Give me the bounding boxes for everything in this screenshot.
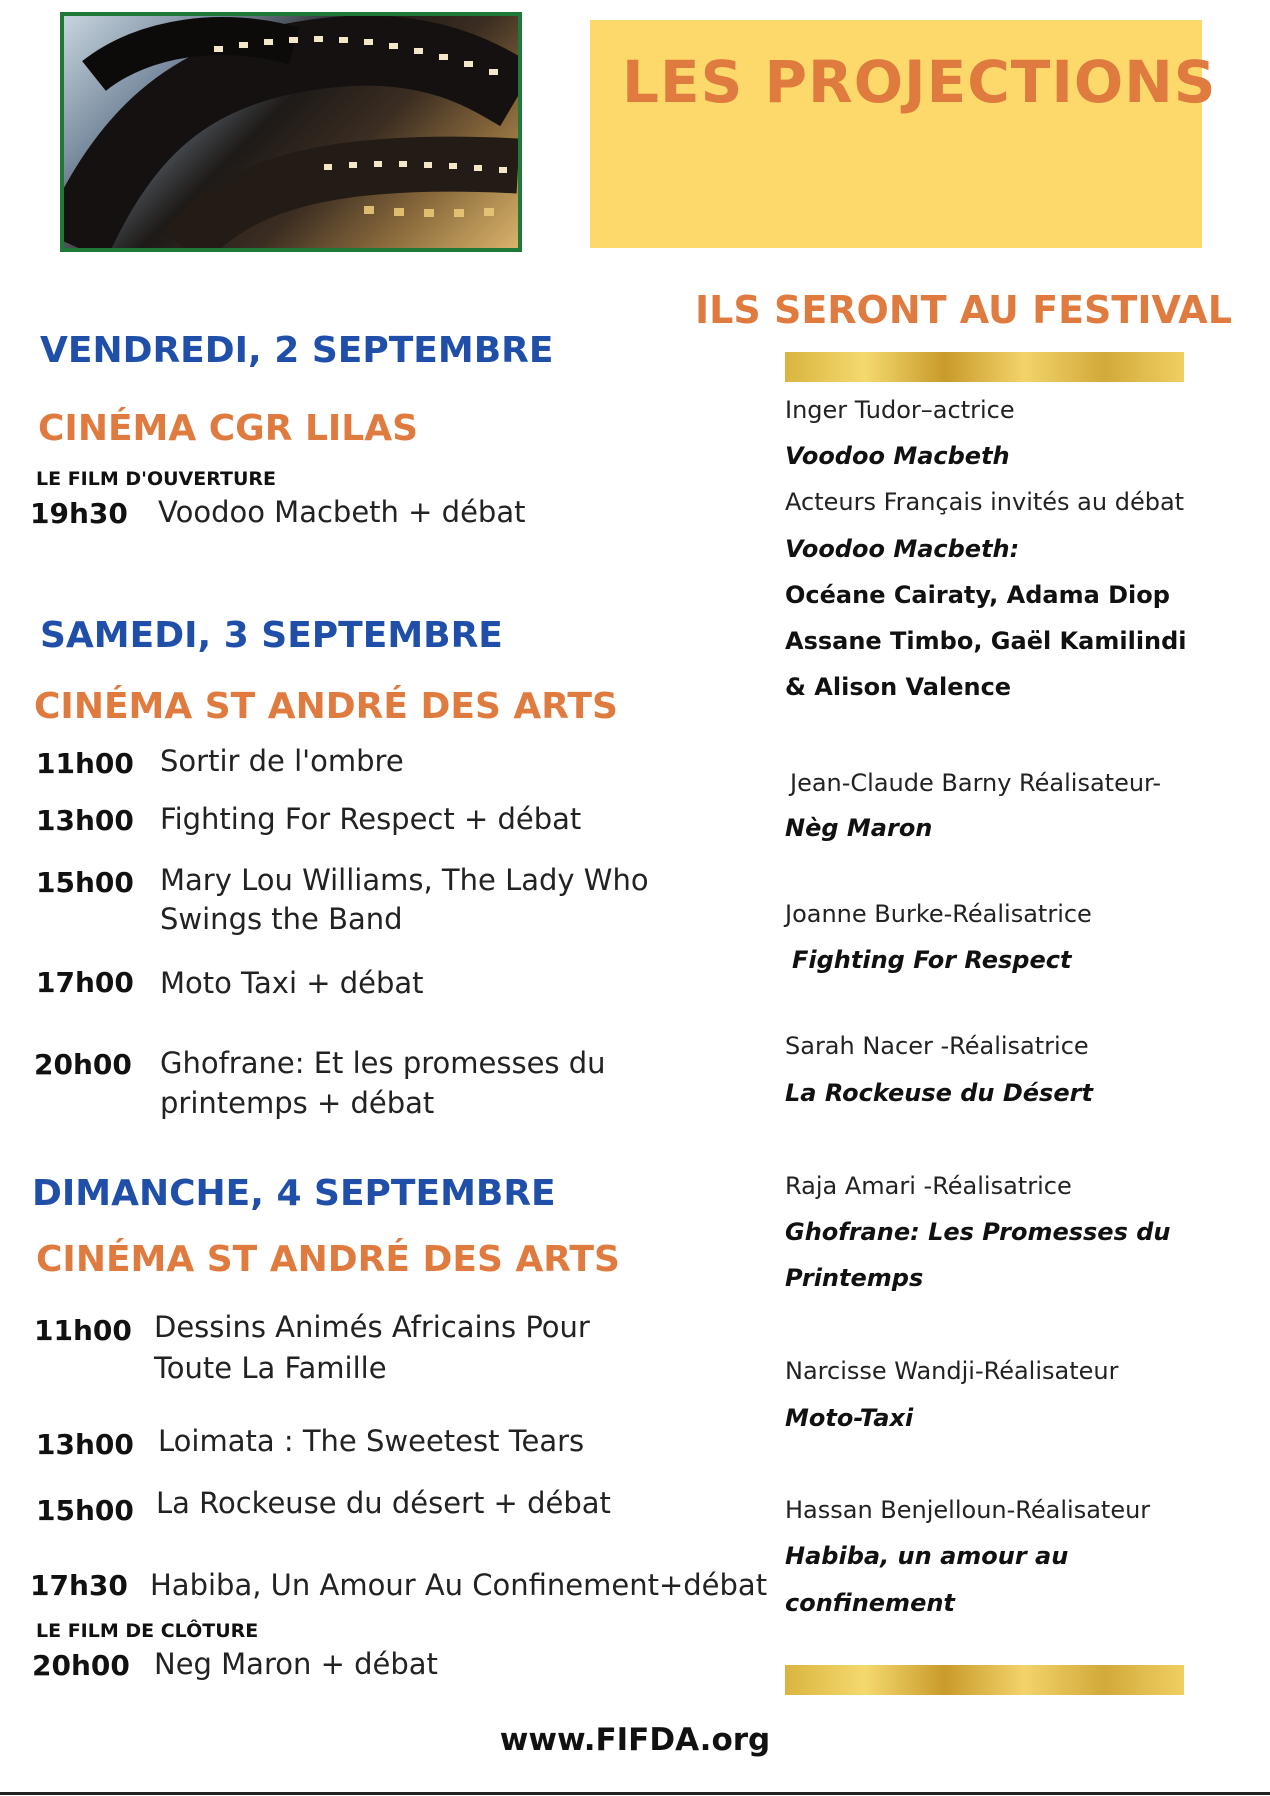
website-link[interactable]: www.FIFDA.org — [499, 1722, 771, 1758]
guest-film: Ghofrane: Les Promesses du — [785, 1218, 1171, 1246]
venue-heading-st-andre: CINÉMA ST ANDRÉ DES ARTS — [36, 1239, 620, 1280]
guest-film: confinement — [785, 1589, 955, 1617]
guest-film: Voodoo Macbeth — [785, 442, 1010, 470]
screening-title: Ghofrane: Et les promesses du — [160, 1046, 606, 1080]
guest-film: Printemps — [785, 1264, 924, 1292]
guest-film: Fighting For Respect — [792, 946, 1072, 974]
screening-title: Moto Taxi + débat — [160, 966, 424, 1000]
screening-time: 11h00 — [34, 1314, 132, 1347]
guest-actors: Assane Timbo, Gaël Kamilindi — [785, 627, 1187, 655]
guest-film: Voodoo Macbeth: — [785, 535, 1020, 563]
screening-time: 20h00 — [32, 1649, 130, 1682]
screening-time: 15h00 — [36, 866, 134, 899]
guest-film: Moto-Taxi — [785, 1404, 914, 1432]
guest-film: Nèg Maron — [785, 814, 933, 842]
screening-title-line2: Swings the Band — [160, 902, 403, 936]
opening-film-label: LE FILM D'OUVERTURE — [36, 468, 277, 490]
guest-actors: & Alison Valence — [785, 673, 1012, 701]
closing-film-label: LE FILM DE CLÔTURE — [36, 1620, 259, 1642]
screening-title: Fighting For Respect + débat — [160, 802, 582, 836]
gold-divider-bottom — [785, 1665, 1184, 1695]
festival-guests-heading: ILS SERONT AU FESTIVAL — [695, 288, 1232, 332]
screening-time: 15h00 — [36, 1494, 134, 1527]
film-reel-image — [60, 12, 522, 252]
venue-heading-st-andre: CINÉMA ST ANDRÉ DES ARTS — [34, 686, 618, 727]
guest-name: Jean-Claude Barny Réalisateur- — [790, 769, 1162, 797]
screening-title: Habiba, Un Amour Au Confinement+débat — [150, 1568, 768, 1602]
screening-time: 19h30 — [30, 497, 128, 530]
screening-title-line2: Toute La Famille — [154, 1351, 387, 1385]
day-heading-samedi: SAMEDI, 3 SEPTEMBRE — [40, 615, 503, 656]
bottom-rule — [0, 1792, 1270, 1795]
guest-name: Sarah Nacer -Réalisatrice — [785, 1032, 1089, 1060]
day-heading-vendredi: VENDREDI, 2 SEPTEMBRE — [40, 330, 554, 371]
guest-name: Acteurs Français invités au débat — [785, 488, 1185, 516]
screening-title: Loimata : The Sweetest Tears — [158, 1424, 585, 1458]
screening-title: Sortir de l'ombre — [160, 744, 404, 778]
guest-name: Narcisse Wandji-Réalisateur — [785, 1357, 1119, 1385]
page-title: LES PROJECTIONS — [622, 48, 1217, 116]
guest-name: Joanne Burke-Réalisatrice — [785, 900, 1092, 928]
screening-time: 11h00 — [36, 747, 134, 780]
guest-name: Raja Amari -Réalisatrice — [785, 1172, 1072, 1200]
guest-film: Habiba, un amour au — [785, 1542, 1069, 1570]
screening-title: Mary Lou Williams, The Lady Who — [160, 863, 649, 897]
screening-title: Neg Maron + débat — [154, 1647, 438, 1681]
screening-title-line2: printemps + débat — [160, 1086, 435, 1120]
screening-title: La Rockeuse du désert + débat — [156, 1486, 611, 1520]
screening-time: 13h00 — [36, 1428, 134, 1461]
screening-time: 17h30 — [30, 1569, 128, 1602]
film-strip-graphic — [64, 16, 518, 248]
guest-actors: Océane Cairaty, Adama Diop — [785, 581, 1170, 609]
title-banner — [590, 20, 1217, 248]
gold-divider-top — [785, 352, 1184, 382]
venue-heading-cgr-lilas: CINÉMA CGR LILAS — [38, 408, 419, 449]
guest-name: Hassan Benjelloun-Réalisateur — [785, 1496, 1151, 1524]
day-heading-dimanche: DIMANCHE, 4 SEPTEMBRE — [32, 1173, 556, 1214]
screening-title: Voodoo Macbeth + débat — [158, 495, 526, 529]
guest-name: Inger Tudor–actrice — [785, 396, 1015, 424]
screening-time: 20h00 — [34, 1048, 132, 1081]
screening-time: 17h00 — [36, 966, 134, 999]
guest-film: La Rockeuse du Désert — [785, 1079, 1093, 1107]
screening-time: 13h00 — [36, 804, 134, 837]
screening-title: Dessins Animés Africains Pour — [154, 1310, 590, 1344]
